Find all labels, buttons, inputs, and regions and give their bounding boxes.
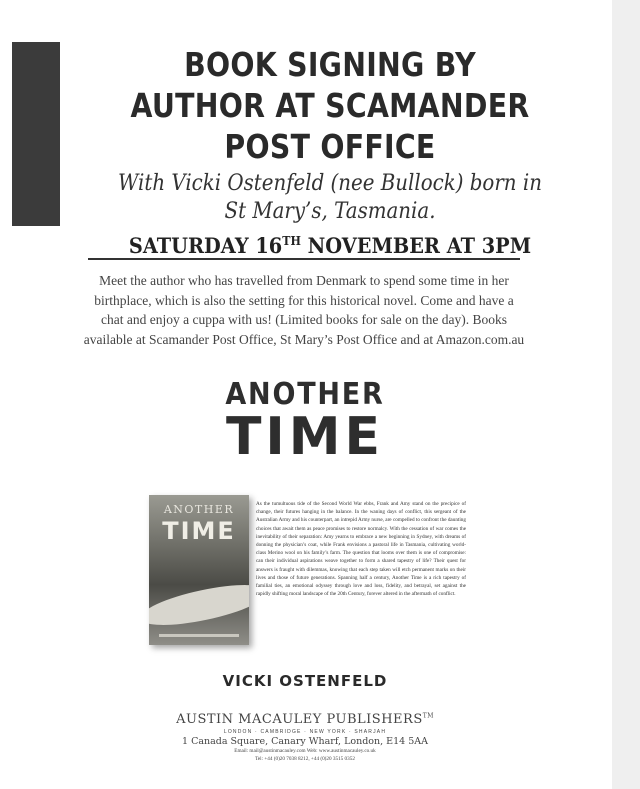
title-line-2: AUTHOR AT SCAMANDER [130,86,530,125]
subtitle-line-2: St Mary’s, Tasmania. [224,199,436,224]
divider-line [88,258,520,260]
cover-author-strip [159,634,239,637]
decorative-side-bar [12,42,60,226]
publisher-tm: TM [422,712,434,720]
event-date-part1: SATURDAY 16 [128,233,283,258]
event-date [82,228,579,259]
poster-title [98,44,562,167]
viewer-gutter [612,0,640,789]
subtitle-line-1: With Vicki Ostenfeld (nee Bullock) born in [118,171,542,196]
publisher-name-text: AUSTIN MACAULEY PUBLISHERS [176,712,423,727]
publisher-address: 1 Canada Square, Canary Wharf, London, E14 5AA [182,736,428,747]
title-line-3: POST OFFICE [224,127,436,166]
book-title-word-1: ANOTHER [225,377,385,412]
cover-title-word-1: ANOTHER [163,503,235,516]
publisher-cities: LONDON · CAMBRIDGE · NEW YORK · SHARJAH [223,729,387,735]
event-date-suffix: TH [282,234,301,248]
publisher-contact-2: Tel: +44 (0)20 7038 8212, +44 (0)20 3515 0352 [255,756,355,762]
publisher-block [160,712,450,763]
cover-title-word-2: TIME [162,517,236,545]
book-cover-image [149,495,249,645]
book-blurb: As the tumultuous tide of the Second World War ebbs, Frank and Amy stand on the precipice of change, their futures hanging in the balance. In the waning days of conflict, this sergeant of the Australian Army and his counterpart, an intrepid Army nurse, are compelled to confront the daunting choices that await them as peace promises to restore normalcy. With the cessation of war comes the inevitability of their separation: Amy yearns to embrace a new beginning in Sydney, with dreams of donning the physician’s coat, while Frank envisions a pastoral life in Tasmania, cultivating world-class Merino wool on his family’s farm. The question that looms over them is one of compromise: can their individual aspirations weave together to form a shared tapestry of life? Their quest for answers is fraught with dilemmas, knowing that each step taken will etch permanent marks on their lives and those of future generations. Spanning half a century, Another Time is a rich tapestry of familial ties, an emotional odyssey through love and loss, fidelity, and betrayal, set against the rapidly shifting moral landscape of the 20th Century, forever altered in the aftermath of conflict. [256,501,466,598]
poster-subtitle [87,170,573,226]
publisher-name [160,712,450,727]
cover-shoreline [149,577,249,633]
title-line-1: BOOK SIGNING BY [184,45,476,84]
book-title-word-2: TIME [225,407,385,467]
intro-paragraph: Meet the author who has travelled from Denmark to spend some time in her birthplace, which is also the setting for this historical novel. Come and have a chat and enjoy a cuppa with us! (Limited books for sale on the day). Books available at Scamander Post Office, St Mary’s Post Office and at Amazon.com.au [83,273,525,347]
event-date-part2: NOVEMBER AT 3PM [300,233,532,258]
publisher-contact-1: Email: mail@austinmacauley.com Web: www.austinmacauley.co.uk [234,748,376,754]
book-title-graphic [180,377,430,467]
author-name: VICKI OSTENFELD [222,672,388,690]
